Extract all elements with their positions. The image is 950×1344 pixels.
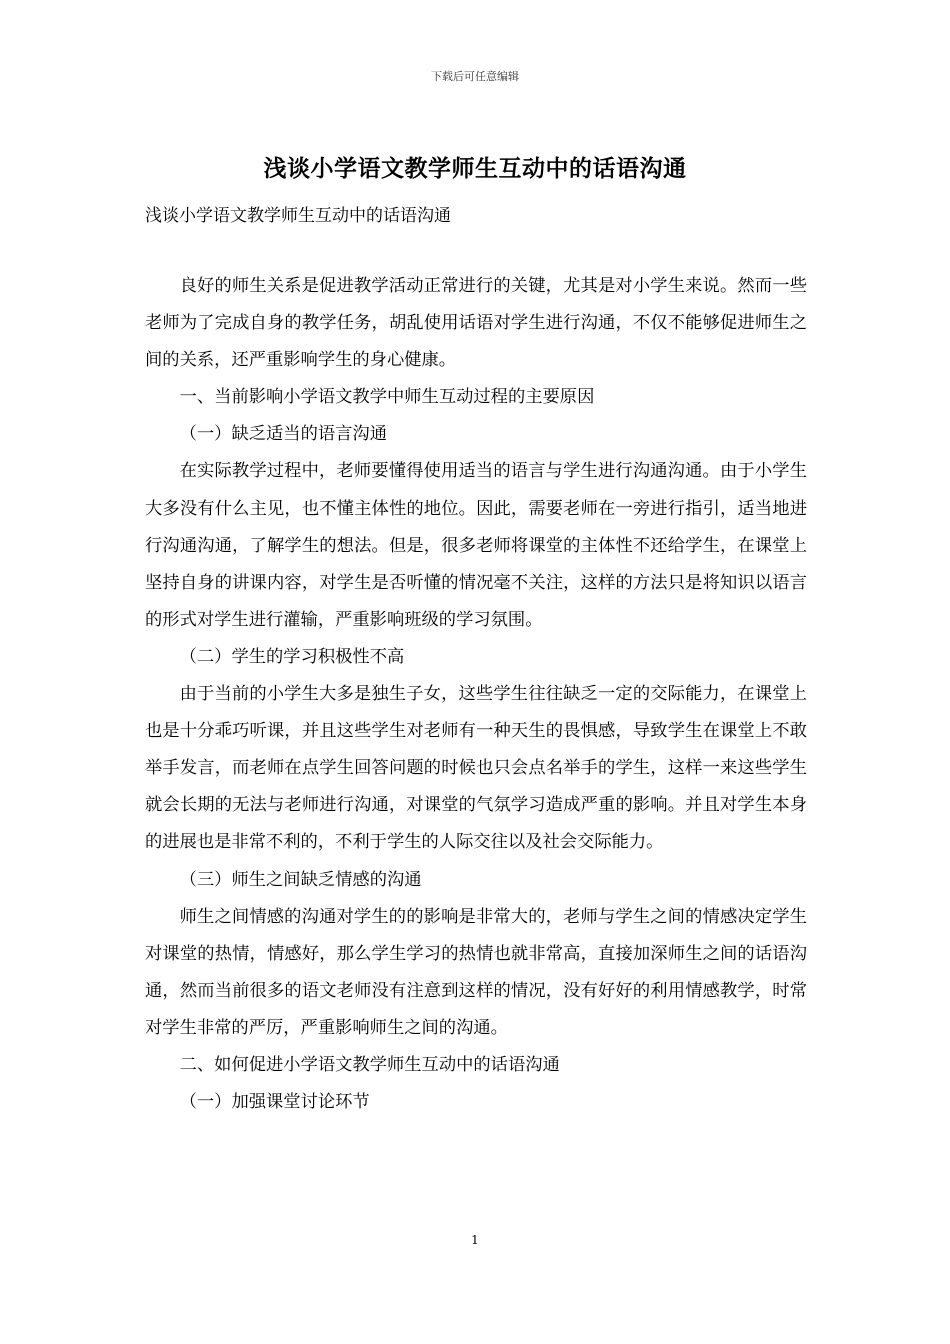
paragraph-1-2: 由于当前的小学生大多是独生子女，这些学生往往缺乏一定的交际能力，在课堂上也是十分乖巧听课，并且这些学生对老师有一种天生的畏惧感，导致学生在课堂上不敢举手发言，而老师在点学生回答问题的时候也只会点名举手的学生，这样一来这些学生就会长期的无法与老师进行沟通，对课堂的气氛学习造成严重的影响。并且对学生本身的进展也是非常不利的，不利于学生的人际交往以及社会交际能力。 [145, 684, 807, 853]
subsection-heading-1-1: （一）缺乏适当的语言沟通 [179, 424, 387, 445]
subsection-heading-1-2: （二）学生的学习积极性不高 [179, 646, 405, 667]
section-heading-1: 一、当前影响小学语文教学中师生互动过程的主要原因 [179, 387, 595, 408]
document-subtitle: 浅谈小学语文教学师生互动中的话语沟通 [145, 206, 451, 226]
page-number: 1 [471, 1233, 479, 1247]
document-body [145, 268, 807, 1121]
document-title: 浅谈小学语文教学师生互动中的话语沟通 [263, 156, 687, 182]
page-header-note: 下载后可任意编辑 [431, 70, 519, 83]
paragraph-intro: 良好的师生关系是促进教学活动正常进行的关键，尤其是对小学生来说。然而一些老师为了完成自身的教学任务，胡乱使用话语对学生进行沟通，不仅不能够促进师生之间的关系，还严重影响学生的身心健康。 [145, 276, 807, 371]
subsection-heading-1-3: （三）师生之间缺乏情感的沟通 [179, 869, 422, 890]
section-heading-2: 二、如何促进小学语文教学师生互动中的话语沟通 [179, 1054, 560, 1075]
paragraph-1-3: 师生之间情感的沟通对学生的的影响是非常大的，老师与学生之间的情感决定学生对课堂的热情，情感好，那么学生学习的热情也就非常高，直接加深师生之间的话语沟通，然而当前很多的语文老师没有注意到这样的情况，没有好好的利用情感教学，时常对学生非常的严厉，严重影响师生之间的沟通。 [145, 906, 807, 1038]
paragraph-1-1: 在实际教学过程中，老师要懂得使用适当的语言与学生进行沟通沟通。由于小学生大多没有什么主见，也不懂主体性的地位。因此，需要老师在一旁进行指引，适当地进行沟通沟通，了解学生的想法。但是，很多老师将课堂的主体性不还给学生，在课堂上坚持自身的讲课内容，对学生是否听懂的情况毫不关注，这样的方法只是将知识以语言的形式对学生进行灌输，严重影响班级的学习氛围。 [145, 461, 807, 630]
subsection-heading-2-1: （一）加强课堂讨论环节 [179, 1092, 370, 1113]
